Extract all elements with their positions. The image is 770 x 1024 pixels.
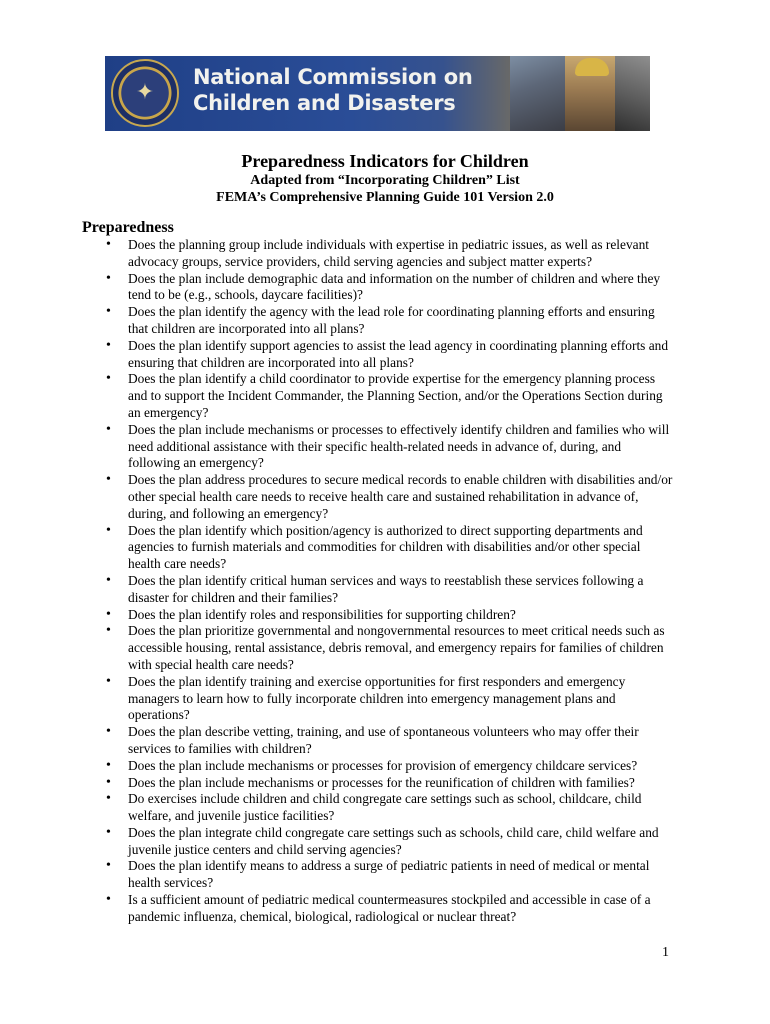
list-item: • Is a sufficient amount of pediatric medical countermeasures stockpiled and accessible in case of a pandemic influenza, chemical, biological, radiological or nuclear threat? — [106, 892, 676, 926]
list-item: • Does the plan identify a child coordinator to provide expertise for the emergency planning process and to support the Incident Commander, the Planning Section, and/or the Operations Section during an emergency? — [106, 371, 676, 421]
indicator-list — [106, 237, 676, 926]
list-item: • Does the planning group include individuals with expertise in pediatric issues, as well as relevant advocacy groups, service providers, child serving agencies and subject matter experts? — [106, 237, 676, 271]
list-item: • Does the plan identify training and exercise opportunities for first responders and emergency managers to learn how to fully incorporate children into emergency management plans and operations? — [106, 674, 676, 724]
eagle-icon: ✦ — [135, 80, 155, 105]
document-title: Preparedness Indicators for Children — [241, 151, 529, 171]
list-item: • Do exercises include children and child congregate care settings such as school, childcare, child welfare, and juvenile justice facilities? — [106, 791, 676, 825]
banner-title-line1: National Commission on — [193, 65, 473, 89]
banner-title-line2: Children and Disasters — [193, 91, 456, 115]
list-item: • Does the plan identify the agency with the lead role for coordinating planning efforts and ensuring that children are incorporated into all plans? — [106, 304, 676, 338]
list-item: • Does the plan identify roles and responsibilities for supporting children? — [106, 607, 676, 624]
banner-title — [193, 64, 523, 116]
list-item: • Does the plan integrate child congregate care settings such as schools, child care, child welfare and juvenile justice centers and child serving agencies? — [106, 825, 676, 859]
list-item: • Does the plan include mechanisms or processes for provision of emergency childcare services? — [106, 758, 676, 775]
list-item: • Does the plan describe vetting, training, and use of spontaneous volunteers who may offer their services to families with children? — [106, 724, 676, 758]
list-item: • Does the plan identify means to address a surge of pediatric patients in need of medical or mental health services? — [106, 858, 676, 892]
list-item: • Does the plan prioritize governmental and nongovernmental resources to meet critical needs such as accessible housing, rental assistance, debris removal, and emergency repairs for families of children with special health care needs? — [106, 623, 676, 673]
list-item: • Does the plan address procedures to secure medical records to enable children with disabilities and/or other special health care needs to receive health care and sustained rehabilitation in advance of, during, and following an emergency? — [106, 472, 676, 522]
eagle-seal-icon — [111, 59, 179, 127]
list-item: • Does the plan identify critical human services and ways to reestablish these services following a disaster for children and their families? — [106, 573, 676, 607]
banner-photo-child — [510, 56, 565, 131]
firefighter-helmet-icon — [575, 58, 609, 76]
list-item: • Does the plan include demographic data and information on the number of children and where they tend to be (e.g., schools, daycare facilities)? — [106, 271, 676, 305]
page-number: 1 — [662, 945, 669, 960]
banner-photo-rescue — [615, 56, 650, 131]
list-item: • Does the plan include mechanisms or processes for the reunification of children with families? — [106, 775, 676, 792]
list-item: • Does the plan identify support agencies to assist the lead agency in coordinating planning efforts and ensuring that children are incorporated into all plans? — [106, 338, 676, 372]
document-subtitle: Adapted from “Incorporating Children” List — [250, 173, 520, 188]
section-heading: Preparedness — [82, 219, 174, 236]
document-source: FEMA’s Comprehensive Planning Guide 101 Version 2.0 — [216, 190, 554, 205]
list-item: • Does the plan identify which position/agency is authorized to direct supporting departments and agencies to furnish materials and commodities for children with disabilities and/or other special health care needs? — [106, 523, 676, 573]
list-item: • Does the plan include mechanisms or processes to effectively identify children and families who will need additional assistance with their specific health-related needs in advance of, during, and following an emergency? — [106, 422, 676, 472]
commission-banner — [105, 56, 650, 131]
